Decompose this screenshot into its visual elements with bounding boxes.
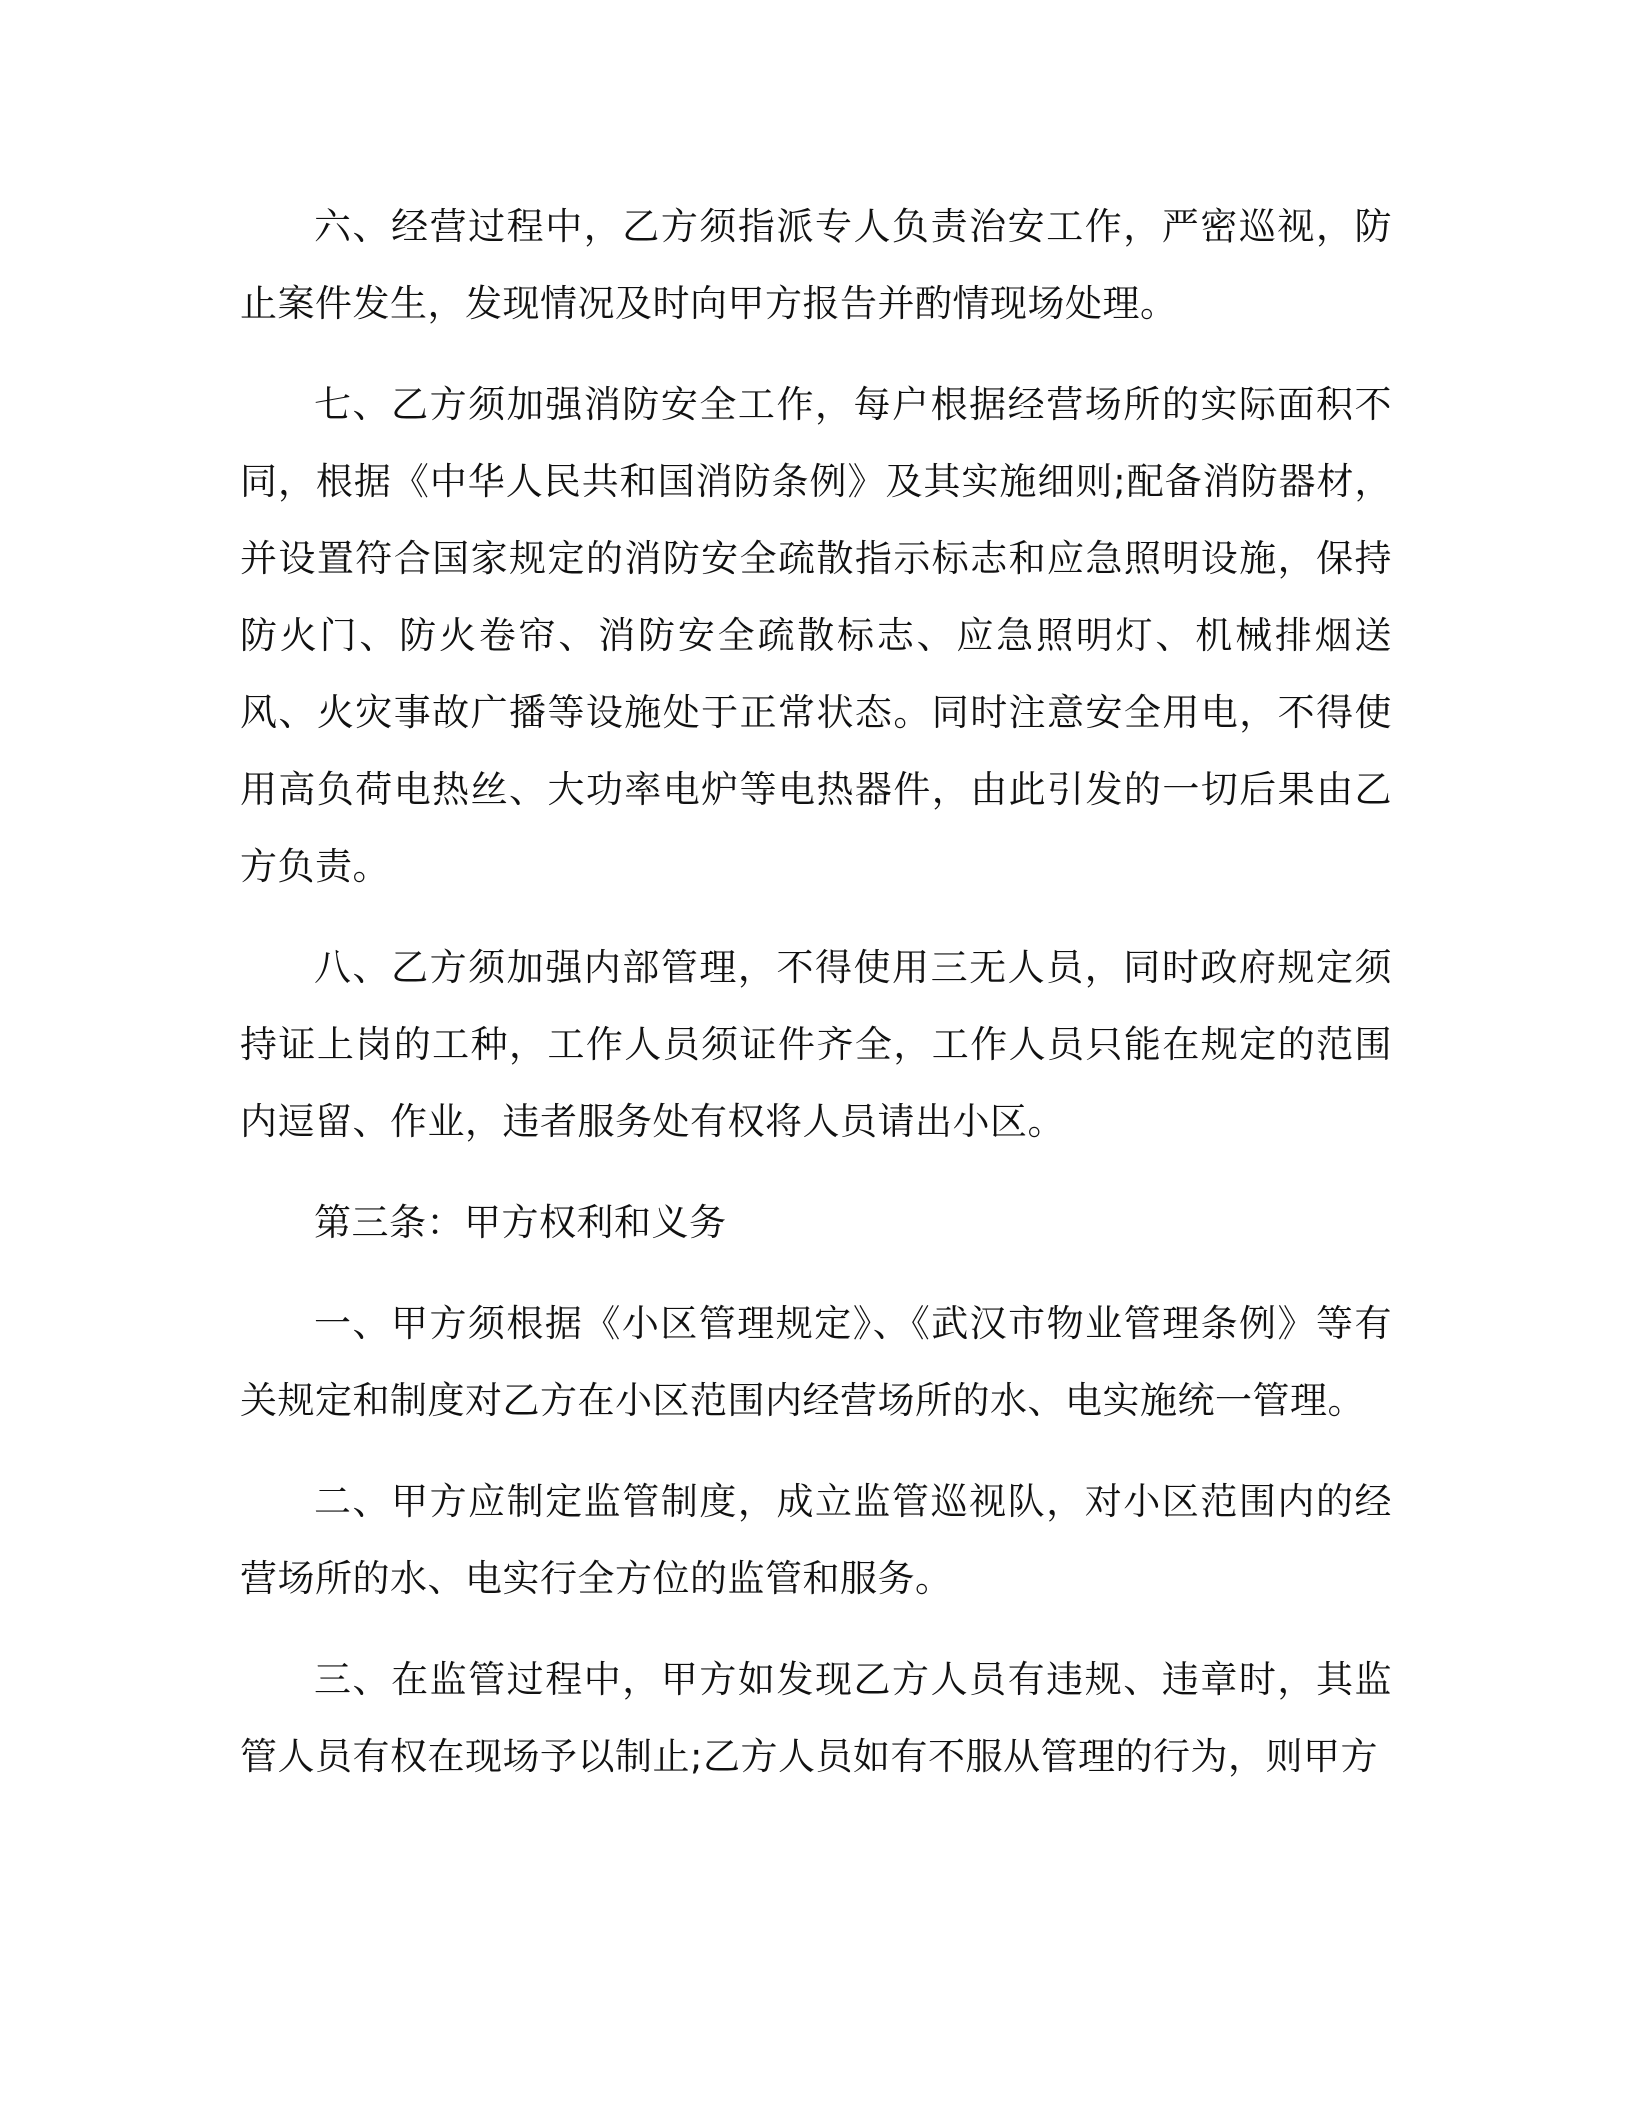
document-page (240, 188, 1392, 1795)
paragraph-seven: 七、乙方须加强消防安全工作，每户根据经营场所的实际面积不同，根据《中华人民共和国消防条例》及其实施细则;配备消防器材，并设置符合国家规定的消防安全疏散指示标志和应急照明设施，保持防火门、防火卷帘、消防安全疏散标志、应急照明灯、机械排烟送风、火灾事故广播等设施处于正常状态。同时注意安全用电，不得使用高负荷电热丝、大功率电炉等电热器件，由此引发的一切后果由乙方负责。 (240, 383, 1392, 888)
paragraph-three: 三、在监管过程中，甲方如发现乙方人员有违规、违章时，其监管人员有权在现场予以制止;乙方人员如有不服从管理的行为，则甲方 (240, 1658, 1392, 1778)
paragraph-six: 六、经营过程中，乙方须指派专人负责治安工作，严密巡视，防止案件发生，发现情况及时向甲方报告并酌情现场处理。 (240, 205, 1392, 325)
paragraph-two: 二、甲方应制定监管制度，成立监管巡视队，对小区范围内的经营场所的水、电实行全方位的监管和服务。 (240, 1480, 1392, 1600)
article-three-heading: 第三条：甲方权利和义务 (314, 1201, 727, 1244)
paragraph-one: 一、甲方须根据《小区管理规定》、《武汉市物业管理条例》等有关规定和制度对乙方在小区范围内经营场所的水、电实施统一管理。 (240, 1302, 1392, 1422)
paragraph-eight: 八、乙方须加强内部管理，不得使用三无人员，同时政府规定须持证上岗的工种，工作人员须证件齐全，工作人员只能在规定的范围内逗留、作业，违者服务处有权将人员请出小区。 (240, 946, 1392, 1143)
